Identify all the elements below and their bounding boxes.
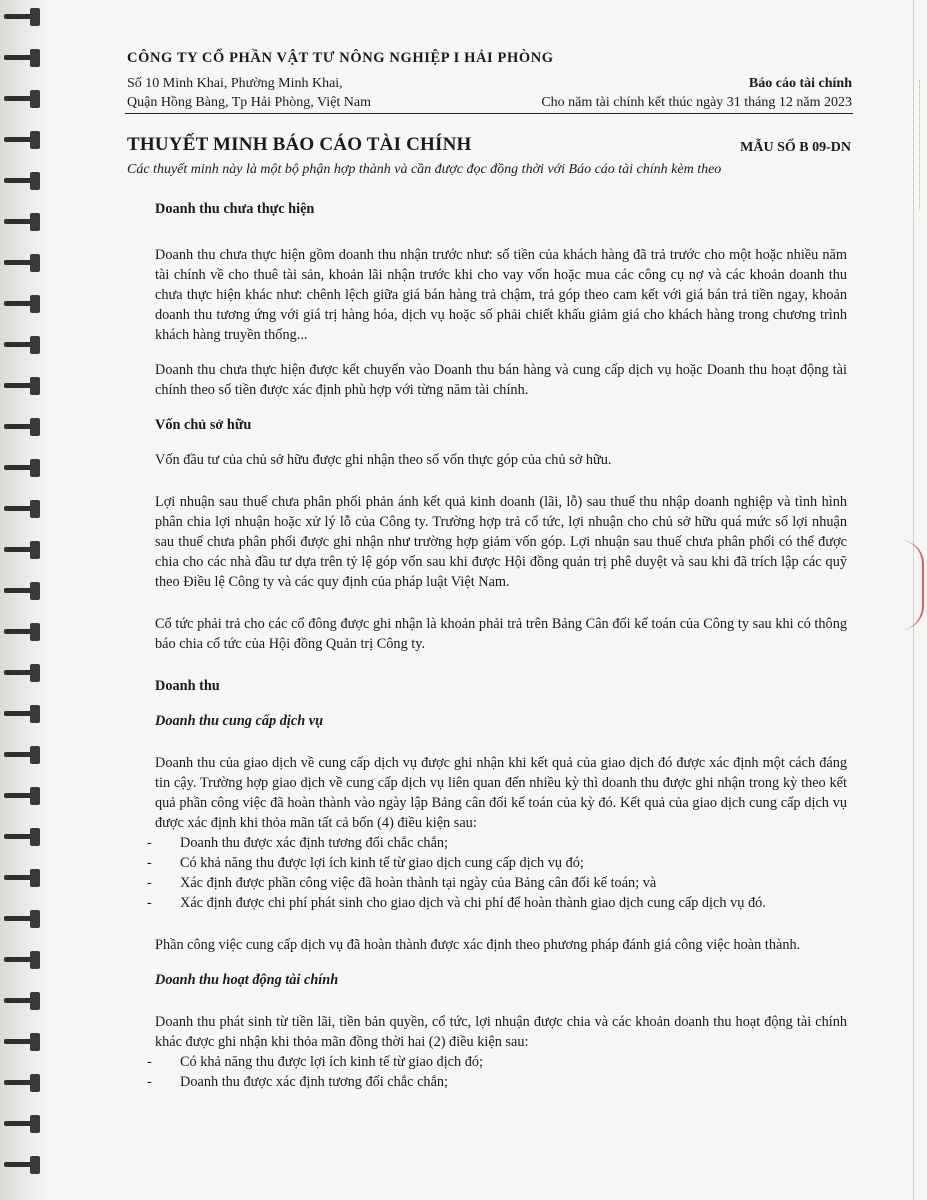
binding-ring [4,664,44,682]
report-period: Cho năm tài chính kết thúc ngày 31 tháng 12 năm 2023 [541,95,852,110]
binding-ring [4,828,44,846]
document-body [155,199,847,1092]
binding-ring [4,992,44,1010]
binding-ring [4,172,44,190]
page-title: THUYẾT MINH BÁO CÁO TÀI CHÍNH [127,134,472,155]
heading-revenue: Doanh thu [155,678,220,694]
binding-ring [4,910,44,928]
address-line-2: Quận Hồng Bàng, Tp Hải Phòng, Việt Nam [127,95,372,110]
binding-ring [4,746,44,764]
paragraph: Doanh thu phát sinh từ tiền lãi, tiền bản quyền, cổ tức, lợi nhuận được chia và các khoản doanh thu hoạt động tài chính khác được ghi nhận khi thỏa mãn đồng thời hai (2) điều kiện sau: [155,1014,847,1050]
form-number: MẪU SỐ B 09-DN [740,140,851,155]
binding-ring [4,8,44,26]
red-dotted-mark [915,80,920,210]
binding-ring [4,418,44,436]
report-name: Báo cáo tài chính [748,76,852,91]
binding-ring [4,951,44,969]
binding-ring [4,582,44,600]
paragraph: Phần công việc cung cấp dịch vụ đã hoàn thành được xác định theo phương pháp đánh giá công việc hoàn thành. [155,937,801,953]
paragraph: Vốn đầu tư của chủ sở hữu được ghi nhận theo số vốn thực góp của chủ sở hữu. [155,452,612,468]
spiral-binding [0,0,48,1200]
binding-ring [4,787,44,805]
finance-conditions-list [155,1052,847,1092]
company-name: CÔNG TY CỔ PHẦN VẬT TƯ NÔNG NGHIỆP I HẢI PHÒNG [127,50,554,66]
list-item: - Xác định được phần công việc đã hoàn thành tại ngày của Bảng cân đối kế toán; và [153,873,847,893]
red-stamp-mark [900,540,924,630]
address-line-1: Số 10 Minh Khai, Phường Minh Khai, [127,76,343,91]
binding-ring [4,705,44,723]
list-item: - Doanh thu được xác định tương đối chắc chắn; [153,833,847,853]
binding-ring [4,869,44,887]
list-item: - Có khả năng thu được lợi ích kinh tế từ giao dịch cung cấp dịch vụ đó; [153,853,847,873]
binding-ring [4,336,44,354]
binding-ring [4,377,44,395]
binding-ring [4,90,44,108]
binding-ring [4,1033,44,1051]
binding-ring [4,213,44,231]
paragraph: Doanh thu chưa thực hiện gồm doanh thu nhận trước như: số tiền của khách hàng đã trả trước cho một hoặc nhiều năm tài chính về cho thuê tài sản, khoản lãi nhận trước khi cho vay vốn hoặc mua các công cụ nợ và các khoản doanh thu chưa thực hiện khác như: chênh lệch giữa giá bán hàng trả chậm, trả góp theo cam kết với giá bán trả tiền ngay, khoản doanh thu tương ứng với giá trị hàng hóa, dịch vụ hoặc số phải chiết khấu giảm giá cho khách hàng trong chương trình khách hàng truyền thống... [155,247,847,343]
heading-financial-revenue: Doanh thu hoạt động tài chính [155,972,339,988]
binding-ring [4,1115,44,1133]
binding-ring [4,1074,44,1092]
binding-ring [4,295,44,313]
binding-ring [4,1156,44,1174]
list-item: - Doanh thu được xác định tương đối chắc chắn; [153,1072,847,1092]
service-conditions-list [155,833,847,913]
heading-service-revenue: Doanh thu cung cấp dịch vụ [155,713,324,729]
page-subtitle: Các thuyết minh này là một bộ phận hợp thành và cần được đọc đồng thời với Báo cáo tài chính kèm theo [127,162,722,177]
list-item: - Có khả năng thu được lợi ích kinh tế từ giao dịch đó; [153,1052,847,1072]
binding-ring [4,541,44,559]
list-item: - Xác định được chi phí phát sinh cho giao dịch và chi phí để hoàn thành giao dịch cung cấp dịch vụ đó. [153,893,847,913]
binding-ring [4,459,44,477]
heading-equity: Vốn chủ sở hữu [155,417,252,433]
paragraph: Doanh thu chưa thực hiện được kết chuyển vào Doanh thu bán hàng và cung cấp dịch vụ hoặc Doanh thu hoạt động tài chính theo số tiền được xác định phù hợp với từng năm tài chính. [155,362,847,398]
binding-ring [4,49,44,67]
binding-ring [4,254,44,272]
binding-ring [4,623,44,641]
binding-ring [4,500,44,518]
paragraph: Doanh thu của giao dịch về cung cấp dịch vụ được ghi nhận khi kết quả của giao dịch đó được xác định một cách đáng tin cậy. Trường hợp giao dịch về cung cấp dịch vụ liên quan đến nhiều kỳ thì doanh thu được ghi nhận trong kỳ theo kết quả phần công việc đã hoàn thành vào ngày lập Bảng cân đối kế toán của kỳ đó. Kết quả của giao dịch cung cấp dịch vụ được xác định khi thỏa mãn tất cả bốn (4) điều kiện sau: [155,755,847,831]
paragraph: Cổ tức phải trả cho các cổ đông được ghi nhận là khoản phải trả trên Bảng Cân đối kế toán của Công ty sau khi có thông báo chia cổ tức của Hội đồng Quản trị Công ty. [155,616,847,652]
header-divider [125,113,853,114]
paragraph: Lợi nhuận sau thuế chưa phân phối phản ánh kết quả kinh doanh (lãi, lỗ) sau thuế thu nhập doanh nghiệp và tình hình phân chia lợi nhuận hoặc xử lý lỗ của Công ty. Trường hợp trả cổ tức, lợi nhuận cho chủ sở hữu quá mức số lợi nhuận sau thuế chưa phân phối được ghi nhận như trường hợp giảm vốn góp. Lợi nhuận sau thuế chưa phân phối có thể được chia cho các nhà đầu tư dựa trên tỷ lệ góp vốn sau khi được Hội đồng quản trị phê duyệt và sau khi đã trích lập các quỹ theo Điều lệ Công ty và các quy định của pháp luật Việt Nam. [155,494,847,590]
binding-ring [4,131,44,149]
heading-unearned-revenue: Doanh thu chưa thực hiện [155,201,315,217]
